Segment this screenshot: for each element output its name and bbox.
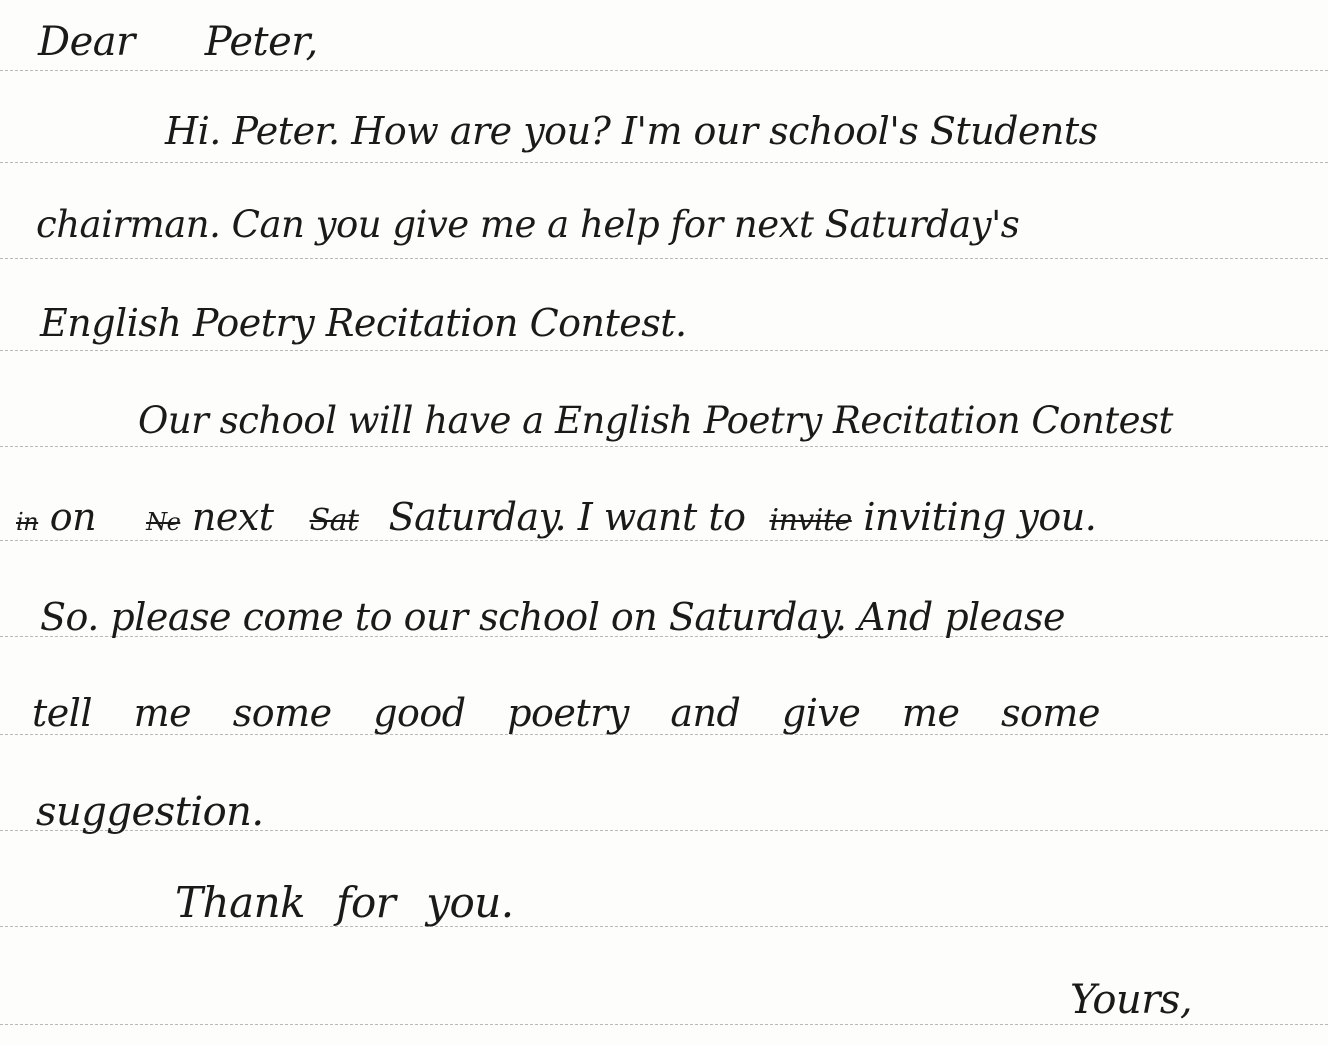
ruled-line xyxy=(0,162,1328,163)
salutation xyxy=(38,19,318,65)
letter-line-1: Hi. Peter. How are you? I'm our school's Students xyxy=(165,109,1098,153)
salutation-name: Peter, xyxy=(204,19,318,65)
letter-line-2: chairman. Can you give me a help for next Saturday's xyxy=(36,203,1020,246)
letter-line-6: So. please come to our school on Saturday. And please xyxy=(40,595,1065,639)
ruled-line xyxy=(0,70,1328,71)
line-5-text-1: Saturday. I want to xyxy=(388,495,746,539)
deleted-word-in: in xyxy=(16,508,39,536)
salutation-greeting: Dear xyxy=(38,19,135,65)
ruled-line xyxy=(0,1024,1328,1025)
letter-line-3: English Poetry Recitation Contest. xyxy=(40,301,687,345)
word-on: on xyxy=(49,495,97,539)
letter-line-5 xyxy=(16,495,1097,539)
deleted-word-ne: Ne xyxy=(146,508,181,536)
deleted-word-sat: Sat xyxy=(309,503,359,538)
letter-closing: Yours, xyxy=(1070,977,1193,1023)
ruled-line xyxy=(0,258,1328,259)
letter-line-4: Our school will have a English Poetry Recitation Contest xyxy=(138,399,1173,442)
deleted-word-invite: invite xyxy=(769,503,852,538)
letter-line-8: suggestion. xyxy=(36,789,264,835)
line-5-text-2: inviting you. xyxy=(863,495,1097,539)
ruled-line xyxy=(0,350,1328,351)
ruled-line xyxy=(0,540,1328,541)
ruled-line xyxy=(0,446,1328,447)
letter-line-7: tell me some good poetry and give me some xyxy=(32,691,1100,735)
letter-line-9: Thank for you. xyxy=(175,878,514,927)
word-next: next xyxy=(191,495,274,539)
